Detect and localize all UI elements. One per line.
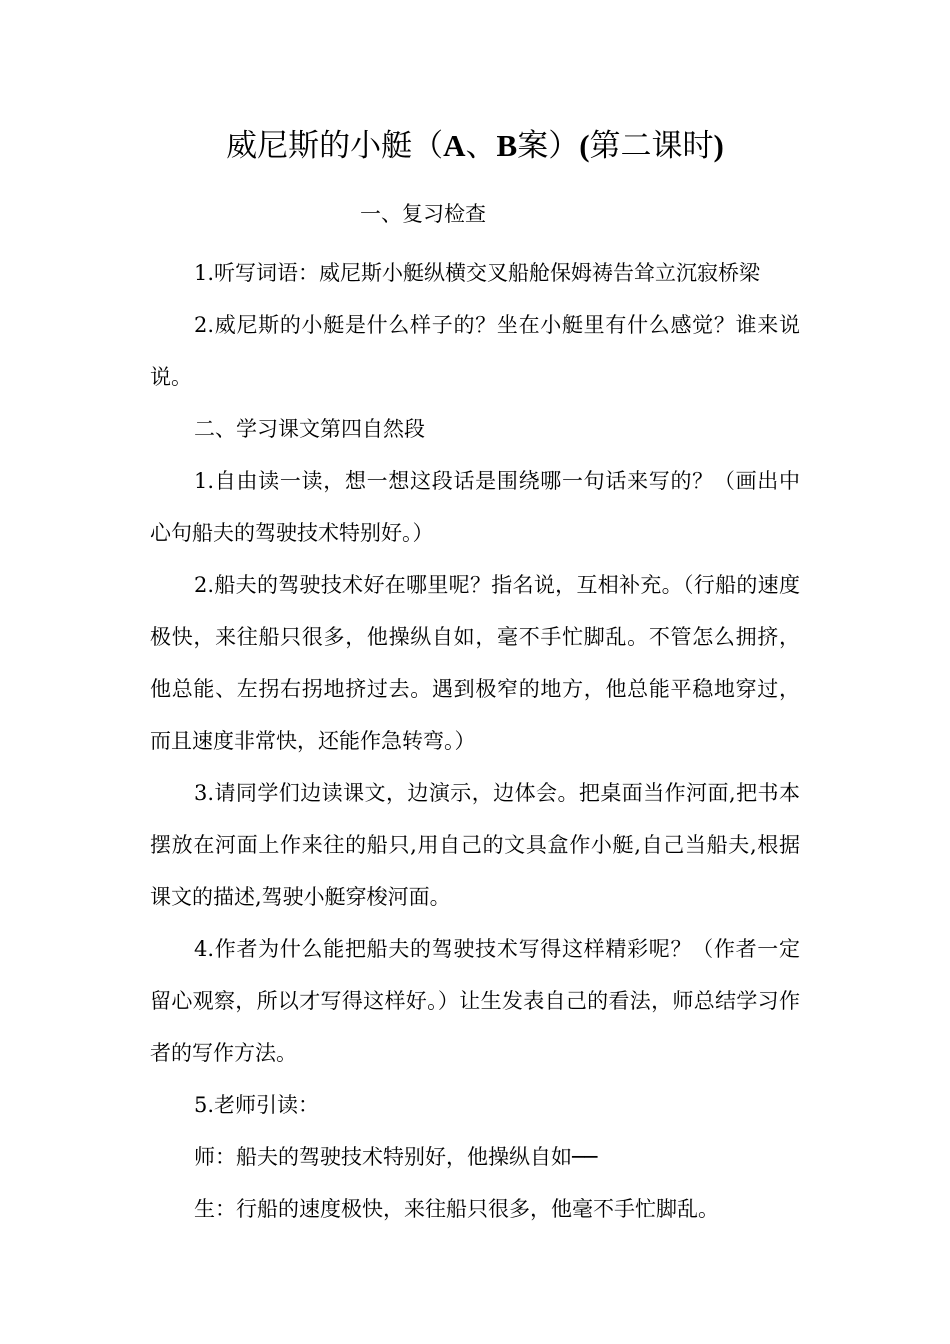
title-part: 第二课时 [589, 128, 714, 164]
title-part: 案） [517, 128, 580, 164]
paragraph: 3.请同学们边读课文，边演示，边体会。把桌面当作河面,把书本摆放在河面上作来往的船只,用自己的文具盒作小艇,自己当船夫,根据课文的描述,驾驶小艇穿梭河面。 [150, 781, 800, 909]
title-part: ) [713, 128, 724, 163]
title-part: B [496, 128, 518, 163]
dialogue-line: 师：船夫的驾驶技术特别好，他操纵自如── [194, 1145, 598, 1169]
document-title [0, 122, 950, 170]
title-part: ( [579, 128, 590, 163]
section-heading: 一、复习检查 [360, 202, 486, 226]
paragraph: 1.自由读一读，想一想这段话是围绕哪一句话来写的？（画出中心句船夫的驾驶技术特别好。） [150, 469, 800, 545]
paragraph: 1.听写词语：威尼斯小艇纵横交叉船舱保姆祷告耸立沉寂桥梁 [194, 261, 761, 285]
paragraph: 5.老师引读： [194, 1093, 320, 1117]
title-part: 威尼斯的小艇（ [226, 128, 444, 164]
section-heading: 二、学习课文第四自然段 [194, 417, 425, 441]
paragraph: 4.作者为什么能把船夫的驾驶技术写得这样精彩呢？（作者一定留心观察，所以才写得这样好。）让生发表自己的看法，师总结学习作者的写作方法。 [150, 937, 800, 1065]
paragraph: 2.船夫的驾驶技术好在哪里呢？指名说，互相补充。（行船的速度极快，来往船只很多，他操纵自如，毫不手忙脚乱。不管怎么拥挤，他总能、左拐右拐地挤过去。遇到极窄的地方，他总能平稳地穿过，而且速度非常快，还能作急转弯。） [150, 573, 800, 753]
paragraph: 2.威尼斯的小艇是什么样子的？坐在小艇里有什么感觉？谁来说说。 [150, 313, 800, 389]
title-part: 、 [465, 128, 497, 164]
dialogue-line: 生：行船的速度极快，来往船只很多，他毫不手忙脚乱。 [194, 1197, 719, 1221]
document-body [150, 247, 800, 1235]
title-part: A [443, 128, 466, 163]
